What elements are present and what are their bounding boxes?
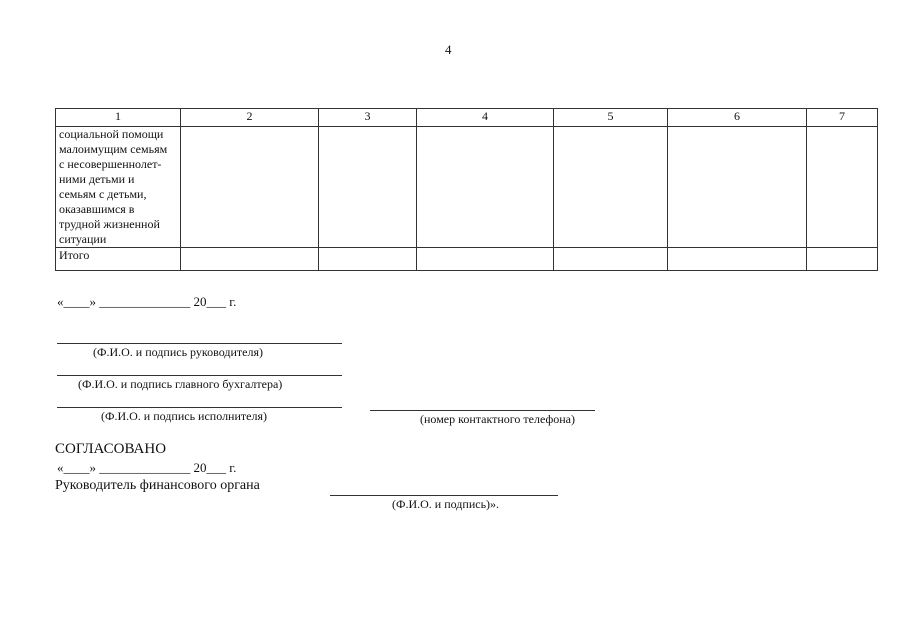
table-cell xyxy=(668,127,807,248)
column-header-3: 3 xyxy=(319,109,417,127)
total-label: Итого xyxy=(56,248,181,271)
row-label-line: семьям с детьми, xyxy=(59,187,147,201)
row-label-line: оказавшимся в xyxy=(59,202,135,216)
column-header-7: 7 xyxy=(807,109,878,127)
report-table xyxy=(55,108,878,271)
signature-caption-chief-accountant: (Ф.И.О. и подпись главного бухгалтера) xyxy=(78,377,283,391)
signature-line-head xyxy=(57,343,342,344)
table-cell xyxy=(417,127,554,248)
table-row xyxy=(56,127,878,248)
agreed-title: СОГЛАСОВАНО xyxy=(55,441,167,457)
page-number: 4 xyxy=(445,42,452,57)
table-cell xyxy=(554,127,668,248)
table-cell xyxy=(807,248,878,271)
signature-line-executor xyxy=(57,407,342,408)
signature-caption-financial-head: (Ф.И.О. и подпись)». xyxy=(392,497,500,511)
phone-line xyxy=(370,410,595,411)
agreed-date-line: «____» ______________ 20___ г. xyxy=(57,460,237,475)
table-cell xyxy=(319,127,417,248)
column-header-4: 4 xyxy=(417,109,554,127)
column-header-1: 1 xyxy=(56,109,181,127)
signature-caption-executor: (Ф.И.О. и подпись исполнителя) xyxy=(101,409,267,423)
table-cell xyxy=(807,127,878,248)
date-line: «____» ______________ 20___ г. xyxy=(57,294,237,309)
row-label-line: ними детьми и xyxy=(59,172,135,186)
row-label-cell xyxy=(56,127,181,248)
table-header-row xyxy=(56,109,878,127)
table-cell xyxy=(181,127,319,248)
phone-caption: (номер контактного телефона) xyxy=(420,412,575,426)
row-label-line: малоимущим семьям xyxy=(59,142,168,156)
row-label-line: ситуации xyxy=(59,232,107,246)
row-label-line: социальной помощи xyxy=(59,127,164,141)
table-cell xyxy=(319,248,417,271)
row-label-line: трудной жизненной xyxy=(59,217,160,231)
signature-caption-head: (Ф.И.О. и подпись руководителя) xyxy=(93,345,263,359)
column-header-6: 6 xyxy=(668,109,807,127)
table-cell xyxy=(417,248,554,271)
table-cell xyxy=(554,248,668,271)
column-header-5: 5 xyxy=(554,109,668,127)
signature-line-financial-head xyxy=(330,495,558,496)
table-cell xyxy=(181,248,319,271)
signature-line-chief-accountant xyxy=(57,375,342,376)
financial-head-role: Руководитель финансового органа xyxy=(55,478,260,493)
table-total-row xyxy=(56,248,878,271)
table-cell xyxy=(668,248,807,271)
column-header-2: 2 xyxy=(181,109,319,127)
row-label-line: с несовершеннолет- xyxy=(59,157,162,171)
